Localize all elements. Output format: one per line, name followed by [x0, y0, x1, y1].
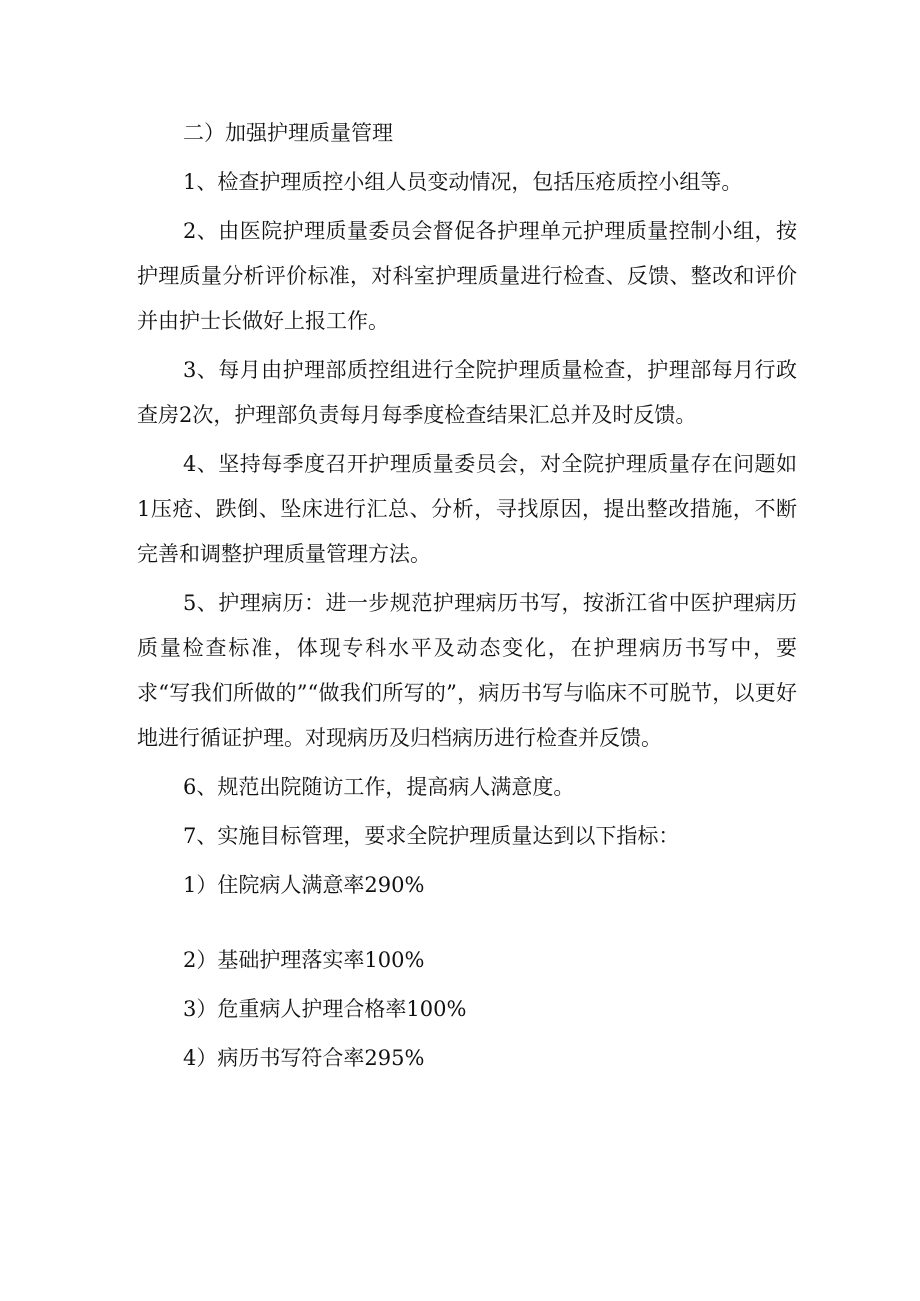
paragraph-item-3: 3、每月由护理部质控组进行全院护理质量检查，护理部每月行政查房2次，护理部负责每月每季度检查结果汇总并及时反馈。	[137, 358, 797, 427]
target-item-3: 3）危重病人护理合格率100%	[183, 997, 467, 1021]
paragraph-item-2: 2、由医院护理质量委员会督促各护理单元护理质量控制小组，按护理质量分析评价标准，对科室护理质量进行检查、反馈、整改和评价并由护士长做好上报工作。	[137, 219, 797, 333]
document-body	[137, 111, 797, 1081]
target-item-1: 1）住院病人满意率290%	[183, 873, 425, 897]
target-item-2: 2）基础护理落实率100%	[183, 948, 425, 972]
section-heading: 二）加强护理质量管理	[183, 121, 393, 145]
paragraph-item-1: 1、检查护理质控小组人员变动情况，包括压疮质控小组等。	[183, 170, 743, 194]
paragraph-item-6: 6、规范出院随访工作，提高病人满意度。	[183, 775, 575, 799]
target-item-4: 4）病历书写符合率295%	[183, 1046, 425, 1070]
paragraph-item-4: 4、坚持每季度召开护理质量委员会，对全院护理质量存在问题如1压疮、跌倒、坠床进行汇总、分析，寻找原因，提出整改措施，不断完善和调整护理质量管理方法。	[137, 452, 797, 566]
paragraph-item-7: 7、实施目标管理，要求全院护理质量达到以下指标：	[183, 824, 680, 848]
paragraph-item-5: 5、护理病历：进一步规范护理病历书写，按浙江省中医护理病历质量检查标准，体现专科水平及动态变化，在护理病历书写中，要求“写我们所做的”“做我们所写的”，病历书写与临床不可脱节，以更好地进行循证护理。对现病历及归档病历进行检查并反馈。	[137, 591, 797, 750]
